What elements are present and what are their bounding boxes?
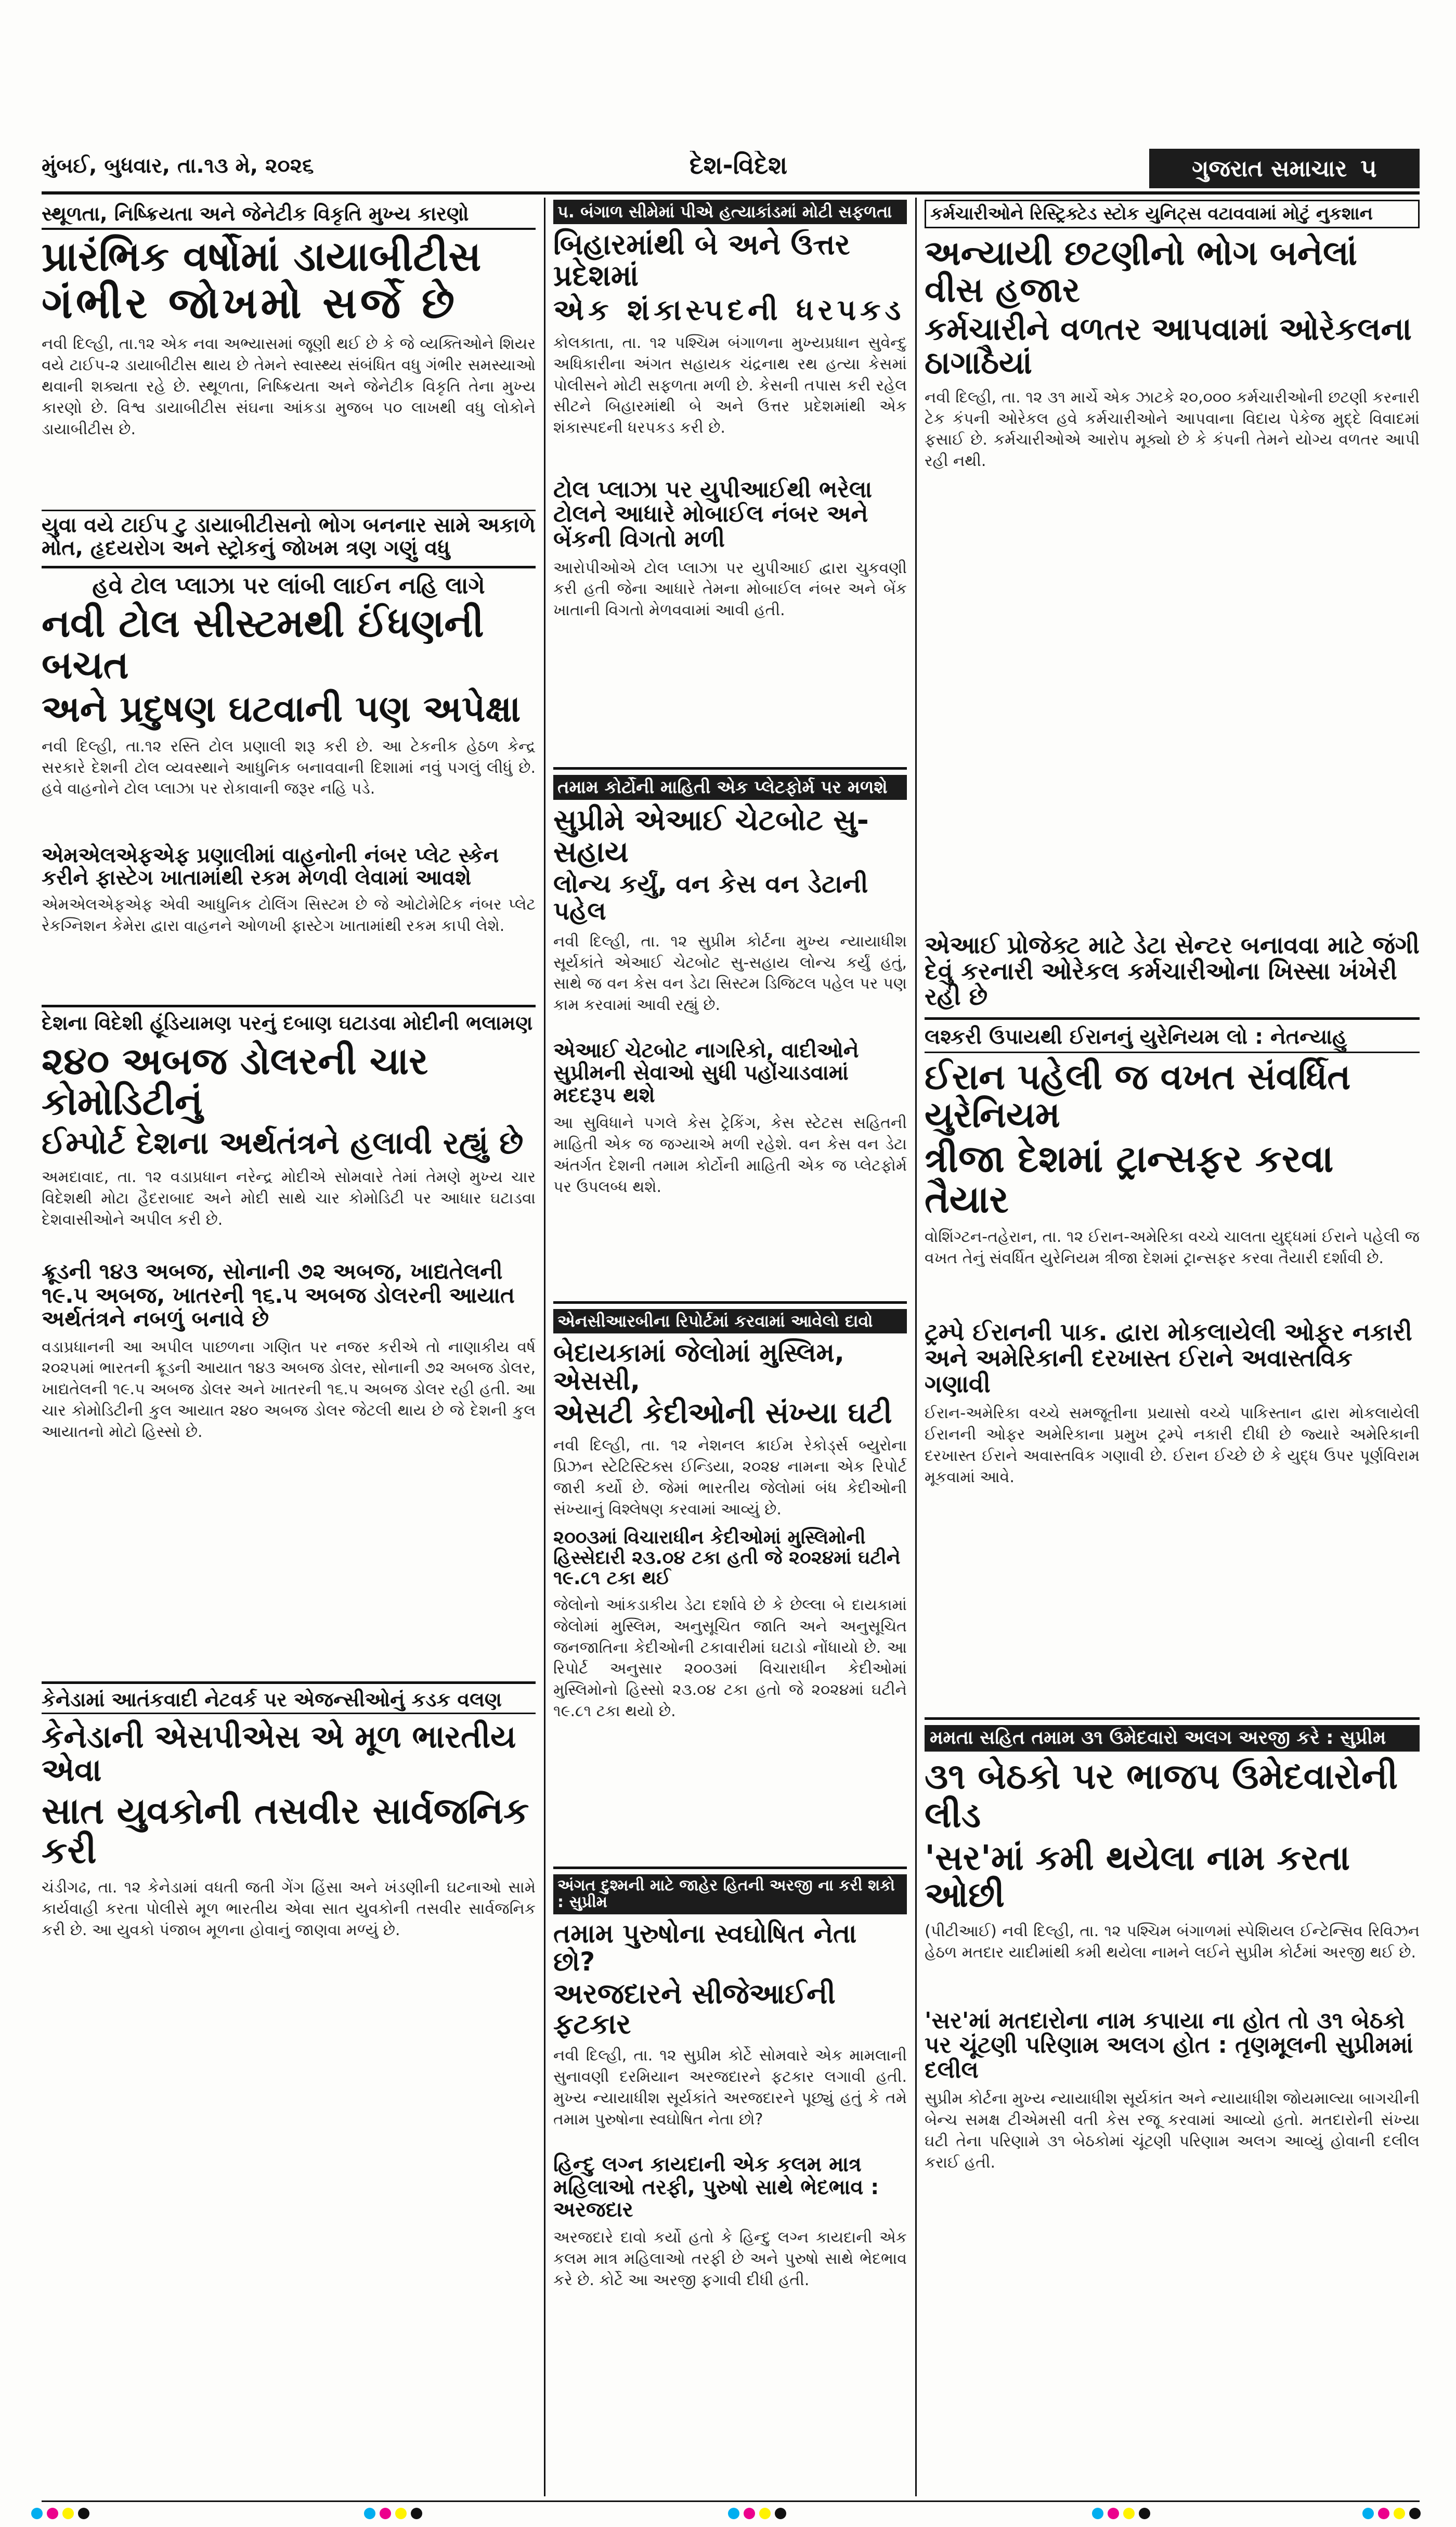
article-subhead: ટ્રમ્પે ઈરાનની પાક. દ્વારા મોકલાયેલી ઓફર નકારી અને અમેરિકાની દરખાસ્ત ઈરાને અવાસ્તવિક ગણાવી [925,1318,1412,1398]
registration-dot [78,2508,89,2519]
article-headline: એસટી કેદીઓની સંખ્યા ઘટી [553,1396,892,1430]
page-number: ૫ [1360,153,1377,183]
column-right [925,200,1420,2498]
article-headline: ત્રીજા દેશમાં ટ્રાન્સફર કરવા તૈયાર [925,1136,1334,1221]
article-kicker: હવે ટોલ પ્લાઝા પર લાંબી લાઈન નહિ લાગે [92,572,485,599]
article-kicker: સ્થૂળતા, નિષ્ક્રિયતા અને જેનેટીક વિકૃતિ મુખ્ય કારણો [42,200,536,230]
article-body: ચંડીગઢ, તા. ૧૨ કેનેડામાં વધતી જતી ગેંગ હિંસા અને ખંડણીની ઘટનાઓ સામે કાર્યવાહી કરતા પોલીસે મૂળ ભારતીય એવા સાત યુવકોની તસવીર સાર્વજનિક કરી છે. આ યુવકો પંજાબ મૂળના હોવાનું જાણવા મળ્યું છે. [42,1878,536,1939]
article-body: વડાપ્રધાનની આ અપીલ પાછળના ગણિત પર નજર કરીએ તો નાણાકીય વર્ષ ૨૦૨૫માં ભારતની ક્રૂડની આયાત ૧૪૩ અબજ ડોલર, સોનાની ૭૨ અબજ ડોલર, ખાદ્યતેલની ૧૯.૫ અબજ ડોલર અને ખાતરની ૧૬.૫ અબજ ડોલર રહી હતી. આ ચાર કોમોડિટીની કુલ આયાત ૨૪૦ અબજ ડોલર જેટલી થાય છે જે દેશની કુલ આયાતનો મોટો હિસ્સો છે. [42,1338,536,1441]
registration-dot [775,2508,786,2519]
article-body: નવી દિલ્હી, તા.૧૨ એક નવા અભ્યાસમાં જૂણી થઈ છે કે જે વ્યક્તિઓને શિયર વયે ટાઈપ-૨ ડાયાબીટીસ થાય છે તેમને સ્વાસ્થ્ય સંબંધિત વધુ ગંભીર સમસ્યાઓ થવાની શક્યતા રહે છે. સ્થૂળતા, નિષ્ક્રિયતા અને જેનેટીક વિકૃતિ તેના મુખ્ય કારણો છે. વિશ્વ ડાયાબીટીસ સંઘના આંકડા મુજબ ૫૦ લાખથી વધુ લોકોને ડાયાબીટીસ છે. [42,335,536,438]
registration-dot [1092,2508,1103,2519]
article-headline: અરજદારને સીજેઆઈની ફટકાર [553,1977,836,2041]
article-headline: ઈરાન પહેલી જ વખત સંવર્ધિત યુરેનિયમ [925,1057,1351,1136]
article-kicker: કેનેડામાં આતંકવાદી નેટવર્ક પર એજન્સીઓનું કડક વલણ [42,1689,536,1714]
article-body: (પીટીઆઈ) નવી દિલ્હી, તા. ૧૨ પશ્ચિમ બંગાળમાં સ્પેશિયલ ઈન્ટેન્સિવ રિવિઝન હેઠળ મતદાર યાદીમાંથી કમી થયેલા નામને લઈને સુપ્રીમ કોર્ટમાં અરજી થઈ છે. [925,1922,1420,1962]
article-headline: કર્મચારીને વળતર આપવામાં ઓરેકલના ઠાગાઠૈયાં [925,311,1412,382]
article-kicker: પ. બંગાળ સીમેમાં પીએ હત્યાકાંડમાં મોટી સફળતા [553,200,907,224]
registration-dot [728,2508,739,2519]
registration-dot [1108,2508,1119,2519]
article-body: નવી દિલ્હી, તા. ૧૨ સુપ્રીમ કોર્ટના મુખ્ય ન્યાયાધીશ સૂર્યકાંતે એઆઈ ચેટબોટ સુ-સહાય લોન્ચ કર્યું હતું, સાથે જ વન કેસ વન ડેટા સિસ્ટમ ડિજિટલ પહેલ પર પણ કામ કરવામાં આવી રહ્યું છે. [553,932,907,1015]
article-headline: બેદાયકામાં જેલોમાં મુસ્લિમ, એસસી, [553,1337,844,1396]
column-divider [544,198,545,2496]
article-kicker: અંગત દુશ્મની માટે જાહેર હિતની અરજી ના કરી શકો : સુપ્રીમ [553,1874,907,1914]
article-subhead: ૨૦૦૩માં વિચારાધીન કેદીઓમાં મુસ્લિમોની હિસ્સેદારી ૨૩.૦૪ ટકા હતી જે ૨૦૨૪માં ઘટીને ૧૯.૮૧ ટકા થઈ [553,1527,901,1589]
article-headline: કેનેડાની એસપીએસ એ મૂળ ભારતીય એવા [42,1718,516,1789]
article-kicker: એનસીઆરબીના રિપોર્ટમાં કરવામાં આવેલો દાવો [553,1309,907,1333]
article-headline: ગંભીર જોખમો સર્જે છે [42,278,458,328]
article-body: અરજદારે દાવો કર્યો હતો કે હિન્દુ લગ્ન કાયદાની એક કલમ માત્ર મહિલાઓ તરફી છે અને પુરુષો સાથે ભેદભાવ કરે છે. કોર્ટે આ અરજી ફગાવી દીધી હતી. [553,2228,907,2289]
column-left [42,200,536,2498]
article-headline: અન્યાયી છટણીનો ભોગ બનેલાં વીસ હજાર [925,232,1358,310]
article-headline: નવી ટોલ સીસ્ટમથી ઈંધણની બચત [42,601,484,688]
article-body: નવી દિલ્હી, તા.૧૨ રસ્તિ ટોલ પ્રણાલી શરૂ કરી છે. આ ટેકનીક હેઠળ કેન્દ્ર સરકારે દેશની ટોલ વ્યવસ્થાને આધુનિક બનાવવાની દિશામાં નવું પગલું લીધું છે. હવે વાહનોને ટોલ પ્લાઝા પર રોકાવાની જરૂર નહિ પડે. [42,737,536,798]
footer-rule [42,2500,1420,2502]
article-subhead: ટોલ પ્લાઝા પર યુપીઆઈથી ભરેલા ટોલને આધારે મોબાઈલ નંબર અને બેંકની વિગતો મળી [553,476,873,552]
registration-dot [62,2508,74,2519]
article-subhead: 'સર'માં મતદારોના નામ કપાયા ના હોત તો ૩૧ બેઠકો પર ચૂંટણી પરિણામ અલગ હોત : તૃણમૂલની સુપ્રીમમાં દલીલ [925,2007,1413,2083]
article-body: નવી દિલ્હી, તા. ૧૨ ૩૧ માર્ચે એક ઝાટકે ૨૦,૦૦૦ કર્મચારીઓની છટણી કરનારી ટેક કંપની ઓરેકલ હવે કર્મચારીઓને આપવાના વિદાય પેકેજ મુદ્દે વિવાદમાં ફસાઈ છે. કર્મચારીઓએ આરોપ મૂક્યો છે કે કંપની તેમને યોગ્ય વળતર આપી રહી નથી. [925,388,1420,471]
article-headline: લોન્ચ કર્યું, વન કેસ વન ડેટાની પહેલ [553,870,868,926]
article-headline: સાત યુવકોની તસવીર સાર્વજનિક કરી [42,1790,529,1872]
registration-dot [395,2508,407,2519]
article-subhead: એમએલએફએફ પ્રણાલીમાં વાહનોની નંબર પ્લેટ સ્કેન કરીને ફાસ્ટેગ ખાતામાંથી રકમ મેળવી લેવામાં આવશે [42,843,499,890]
article-kicker: તમામ કોર્ટોની માહિતી એક પ્લેટફોર્મ પર મળશે [553,775,907,800]
article-body: ઈરાન-અમેરિકા વચ્ચે સમજૂતીના પ્રયાસો વચ્ચે પાકિસ્તાન દ્વારા મોકલાયેલી ઈરાનની ઓફર અમેરિકાના પ્રમુખ ટ્રમ્પે નકારી દીધી છે જ્યારે અમેરિકાની દરખાસ્ત ઈરાને અવાસ્તવિક ગણાવી છે. ઈરાન ઈચ્છે છે કે યુદ્ધ ઉપર પૂર્ણવિરામ મૂકવામાં આવે. [925,1404,1420,1486]
article-subhead: યુવા વયે ટાઈપ ટુ ડાયાબીટીસનો ભોગ બનનાર સામે અકાળે મોત, હૃદયરોગ અને સ્ટ્રોકનું જોખમ ત્રણ ગણું વધુ [42,510,536,559]
article-headline: પ્રારંભિક વર્ષોમાં ડાયાબીટીસ [42,233,482,280]
article-headline: એક શંકાસ્પદની ધરપકડ [553,293,905,328]
dateline: મુંબઈ, બુધવાર, તા.૧૩ મે, ૨૦૨૬ [42,154,314,178]
registration-dot [31,2508,43,2519]
article-headline: અને પ્રદુષણ ઘટવાની પણ અપેક્ષા [42,688,521,731]
registration-dot [1139,2508,1150,2519]
article-body: આ સુવિધાને પગલે કેસ ટ્રેકિંગ, કેસ સ્ટેટસ સહિતની માહિતી એક જ જગ્યાએ મળી રહેશે. વન કેસ વન ડેટા અંતર્ગત દેશની તમામ કોર્ટોની માહિતી એક જ પ્લેટફોર્મ પર ઉપલબ્ધ થશે. [553,1114,907,1196]
masthead-rule [42,191,1420,195]
article-subhead: ક્રૂડની ૧૪૩ અબજ, સોનાની ૭૨ અબજ, ખાદ્યતેલની ૧૯.૫ અબજ, ખાતરની ૧૬.૫ અબજ ડોલરની આયાત અર્થતંત્રને નબળું બનાવે છે [42,1259,515,1332]
registration-dot [411,2508,422,2519]
column-divider [915,198,917,2496]
registration-dot [1378,2508,1389,2519]
registration-dot [47,2508,58,2519]
article-subhead: એઆઈ ચેટબોટ નાગરિકો, વાદીઓને સુપ્રીમની સેવાઓ સુધી પહોંચાડવામાં મદદરૂપ થશે [553,1038,859,1108]
article-body: અમદાવાદ, તા. ૧૨ વડાપ્રધાન નરેન્દ્ર મોદીએ સોમવારે તેમાં તેમણે મુખ્ય ચાર વિદેશથી મોટા હૈદરાબાદ અને મોદી સાથે ચાર કોમોડિટી પર આધાર ઘટાડવા દેશવાસીઓને અપીલ કરી છે. [42,1168,536,1229]
article-headline: તમામ પુરુષોના સ્વઘોષિત નેતા છો? [553,1918,857,1977]
article-kicker: લશ્કરી ઉપાયથી ઈરાનનું યુરેનિયમ લો : નેતન્યાહુ [925,1026,1420,1053]
article-headline: ઈમ્પોર્ટ દેશના અર્થતંત્રને હલાવી રહ્યું છે [42,1124,524,1161]
article-body: જેલોનો આંકડાકીય ડેટા દર્શાવે છે કે છેલ્લા બે દાયકામાં જેલોમાં મુસ્લિમ, અનુસૂચિત જાતિ અને અનુસૂચિત જનજાતિના કેદીઓની ટકાવારીમાં ઘટાડો નોંધાયો છે. આ રિપોર્ટ અનુસાર ૨૦૦૩માં વિચારાધીન કેદીઓમાં મુસ્લિમોનો હિસ્સો ૨૩.૦૪ ટકા હતો જે ૨૦૨૪માં ઘટીને ૧૯.૮૧ ટકા થયો છે. [553,1596,907,1720]
registration-dot [1123,2508,1135,2519]
registration-dot [744,2508,755,2519]
article-subhead: એઆઈ પ્રોજેક્ટ માટે ડેટા સેન્ટર બનાવવા માટે જંગી દેવું કરનારી ઓરેકલ કર્મચારીઓના ખિસ્સા ખંખેરી રહી છે [925,930,1420,1011]
article-headline: 'સર'માં કમી થયેલા નામ કરતા ઓછી [925,1838,1350,1915]
paper-name: ગુજરાત સમાચાર [1192,155,1347,182]
article-kicker: મમતા સહિત તમામ ૩૧ ઉમેદવારો અલગ અરજી કરે : સુપ્રીમ [925,1725,1420,1752]
article-headline: ૩૧ બેઠકો પર ભાજપ ઉમેદવારોની લીડ [925,1756,1398,1836]
registration-dot [380,2508,391,2519]
article-headline: બિહારમાંથી બે અને ઉત્તર પ્રદેશમાં [553,227,850,293]
article-headline: ૨૪૦ અબજ ડોલરની ચાર કોમોડિટીનું [42,1039,428,1123]
article-kicker: કર્મચારીઓને રિસ્ટ્રિક્ટેડ સ્ટોક યુનિટ્સ વટાવવામાં મોટું નુકશાન [925,200,1420,228]
article-body: સુપ્રીમ કોર્ટના મુખ્ય ન્યાયાધીશ સૂર્યકાંત અને ન્યાયાધીશ જોયમાલ્યા બાગચીની બેન્ચ સમક્ષ ટીએમસી વતી કેસ રજૂ કરવામાં આવ્યો હતો. મતદારોની સંખ્યા ઘટી તેના પરિણામે ૩૧ બેઠકોમાં ચૂંટણી પરિણામ અલગ આવ્યું હોવાની દલીલ કરાઈ હતી. [925,2090,1420,2172]
article-body: નવી દિલ્હી, તા. ૧૨ નેશનલ ક્રાઈમ રેકોર્ડ્સ બ્યુરોના પ્રિઝન સ્ટેટિસ્ટિક્સ ઈન્ડિયા, ૨૦૨૪ નામના એક રિપોર્ટ જારી કર્યો છે. જેમાં ભારતીય જેલોમાં બંધ કેદીઓની સંખ્યાનું વિશ્લેષણ કરવામાં આવ્યું છે. [553,1436,907,1519]
article-headline: સુપ્રીમે એઆઈ ચેટબોટ સુ-સહાય [553,804,869,869]
column-middle [553,200,907,2498]
registration-dot [759,2508,771,2519]
registration-dot [1362,2508,1374,2519]
article-subhead: હિન્દુ લગ્ન કાયદાની એક કલમ માત્ર મહિલાઓ તરફી, પુરુષો સાથે ભેદભાવ : અરજદાર [553,2153,879,2222]
article-body: નવી દિલ્હી, તા. ૧૨ સુપ્રીમ કોર્ટે સોમવારે એક મામલાની સુનાવણી દરમિયાન અરજદારને ફટકાર લગાવી હતી. મુખ્ય ન્યાયાધીશ સૂર્યકાંતે અરજદારને પૂછ્યું હતું કે તમે તમામ પુરુષોના સ્વઘોષિત નેતા છો? [553,2046,907,2129]
article-body: કોલકાતા, તા. ૧૨ પશ્ચિમ બંગાળના મુખ્યપ્રધાન સુવેન્દુ અધિકારીના અંગત સહાયક ચંદ્રનાથ રથ હત્યા કેસમાં પોલીસને મોટી સફળતા મળી છે. કેસની તપાસ કરી રહેલ સીટને બિહારમાંથી બે અને ઉત્તર પ્રદેશમાંથી એક શંકાસ્પદની ધરપકડ કરી છે. [553,333,907,437]
registration-dot [1409,2508,1421,2519]
article-body: એમએલએફએફ એવી આધુનિક ટોલિંગ સિસ્ટમ છે જે ઓટોમેટિક નંબર પ્લેટ રેકગ્નિશન કેમેરા દ્વારા વાહનને ઓળખી ફાસ્ટેગ ખાતામાંથી રકમ કાપી લેશે. [42,896,536,935]
article-body: આરોપીઓએ ટોલ પ્લાઝા પર યુપીઆઈ દ્વારા ચુકવણી કરી હતી જેના આધારે તેમના મોબાઈલ નંબર અને બેંક ખાતાની વિગતો મેળવવામાં આવી હતી. [553,559,907,620]
paper-name-banner [1149,149,1420,188]
section-name: દેશ-વિદેશ [689,151,788,180]
article-body: વોશિંગ્ટન-તહેરાન, તા. ૧૨ ઈરાન-અમેરિકા વચ્ચે ચાલતા યુદ્ધમાં ઈરાને પહેલી જ વખત તેનું સંવર્ધિત યુરેનિયમ ત્રીજા દેશમાં ટ્રાન્સફર કરવા તૈયારી દર્શાવી છે. [925,1228,1420,1268]
registration-dot [1394,2508,1405,2519]
article-kicker: દેશના વિદેશી હૂંડિયામણ પરનું દબાણ ઘટાડવા મોદીની ભલામણ [42,1012,533,1035]
registration-dot [364,2508,375,2519]
